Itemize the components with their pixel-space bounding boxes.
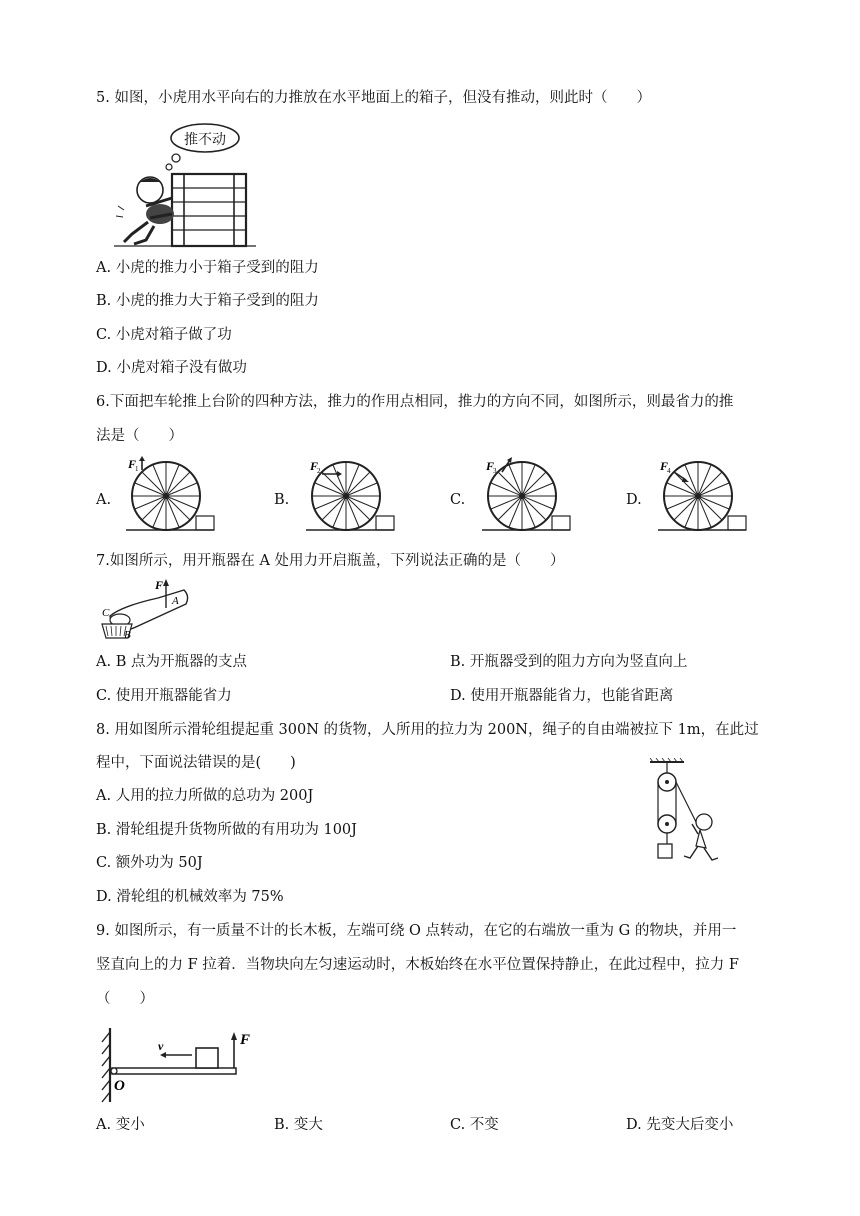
q8-option-b: B. 滑轮组提升货物所做的有用功为 100J — [96, 822, 357, 838]
q6-force-c: F — [486, 459, 495, 473]
q7-option-b: B. 开瓶器受到的阻力方向为竖直向上 — [450, 654, 688, 670]
q6-force-d-sub: 4 — [667, 467, 671, 475]
q9-option-a: A. 变小 — [96, 1117, 145, 1133]
q5-bubble-text: 推不动 — [184, 133, 226, 148]
q6-figure-c-label: C. — [450, 492, 466, 508]
q6-wheel-figure-c — [480, 456, 572, 536]
q7-figure-bottle-opener — [98, 576, 194, 644]
q9-option-c: C. 不变 — [450, 1117, 499, 1133]
q6-force-a: F — [128, 457, 137, 471]
q6-force-c-sub: 3 — [493, 467, 497, 475]
q7-option-d: D. 使用开瓶器能省力，也能省距离 — [450, 688, 674, 704]
q7-stem: 7.如图所示，用开瓶器在 A 处用力开启瓶盖，下列说法正确的是（ ） — [96, 553, 565, 569]
q6-force-d: F — [660, 459, 669, 473]
q8-stem-line2: 程中，下面说法错误的是( ) — [96, 755, 296, 771]
q9-stem-line2: 竖直向上的力 F 拉着．当物块向左匀速运动时，木板始终在水平位置保持静止，在此过程中，拉力 F — [96, 957, 739, 973]
q9-option-b: B. 变大 — [274, 1117, 323, 1133]
q8-figure-pulley-system — [640, 758, 724, 868]
q8-option-c: C. 额外功为 50J — [96, 855, 203, 871]
q6-wheel-figure-b — [304, 456, 396, 536]
q8-stem-line1: 8. 用如图所示滑轮组提起重 300N 的货物，人所用的拉力为 200N，绳子的自由端被拉下 1m，在此过 — [96, 722, 759, 738]
q6-figure-a-label: A. — [96, 492, 112, 508]
q9-option-d: D. 先变大后变小 — [626, 1117, 734, 1133]
q6-wheel-figure-d — [656, 456, 748, 536]
q6-figure-d-label: D. — [626, 492, 642, 508]
q8-option-a: A. 人用的拉力所做的总功为 200J — [96, 788, 314, 804]
q9-stem-line3: （ ） — [96, 991, 154, 1007]
q6-stem-line2: 法是（ ） — [96, 428, 183, 444]
q6-force-b: F — [310, 459, 319, 473]
q6-figure-b-label: B. — [274, 492, 290, 508]
q7-label-b: B — [124, 629, 131, 641]
q5-option-c: C. 小虎对箱子做了功 — [96, 327, 232, 343]
q6-stem-line1: 6.下面把车轮推上台阶的四种方法，推力的作用点相同，推力的方向不同，如图所示，则最省力的推 — [96, 394, 734, 410]
q6-force-a-sub: 1 — [135, 465, 139, 473]
q5-figure-boy-pushing-box — [110, 118, 260, 250]
q9-label-o: O — [114, 1078, 125, 1094]
q5-option-a: A. 小虎的推力小于箱子受到的阻力 — [96, 260, 319, 276]
q9-stem-line1: 9. 如图所示，有一质量不计的长木板，左端可绕 O 点转动，在它的右端放一重为 G 的物块，并用一 — [96, 923, 737, 939]
q7-label-a: A — [172, 595, 179, 607]
q9-figure-lever-board — [96, 1024, 264, 1106]
q7-force-label: F — [155, 578, 164, 592]
q7-label-c: C — [102, 607, 110, 619]
q6-force-b-sub: 2 — [317, 467, 321, 475]
q5-option-b: B. 小虎的推力大于箱子受到的阻力 — [96, 293, 319, 309]
q7-option-c: C. 使用开瓶器能省力 — [96, 688, 232, 704]
q6-wheel-figure-a — [124, 456, 216, 536]
q5-option-d: D. 小虎对箱子没有做功 — [96, 360, 247, 376]
q5-stem: 5. 如图，小虎用水平向右的力推放在水平地面上的箱子，但没有推动，则此时（ ） — [96, 90, 651, 106]
q8-option-d: D. 滑轮组的机械效率为 75% — [96, 889, 284, 905]
q9-label-f: F — [240, 1032, 251, 1048]
q7-option-a: A. B 点为开瓶器的支点 — [96, 654, 247, 670]
q9-label-v: v — [158, 1039, 164, 1053]
